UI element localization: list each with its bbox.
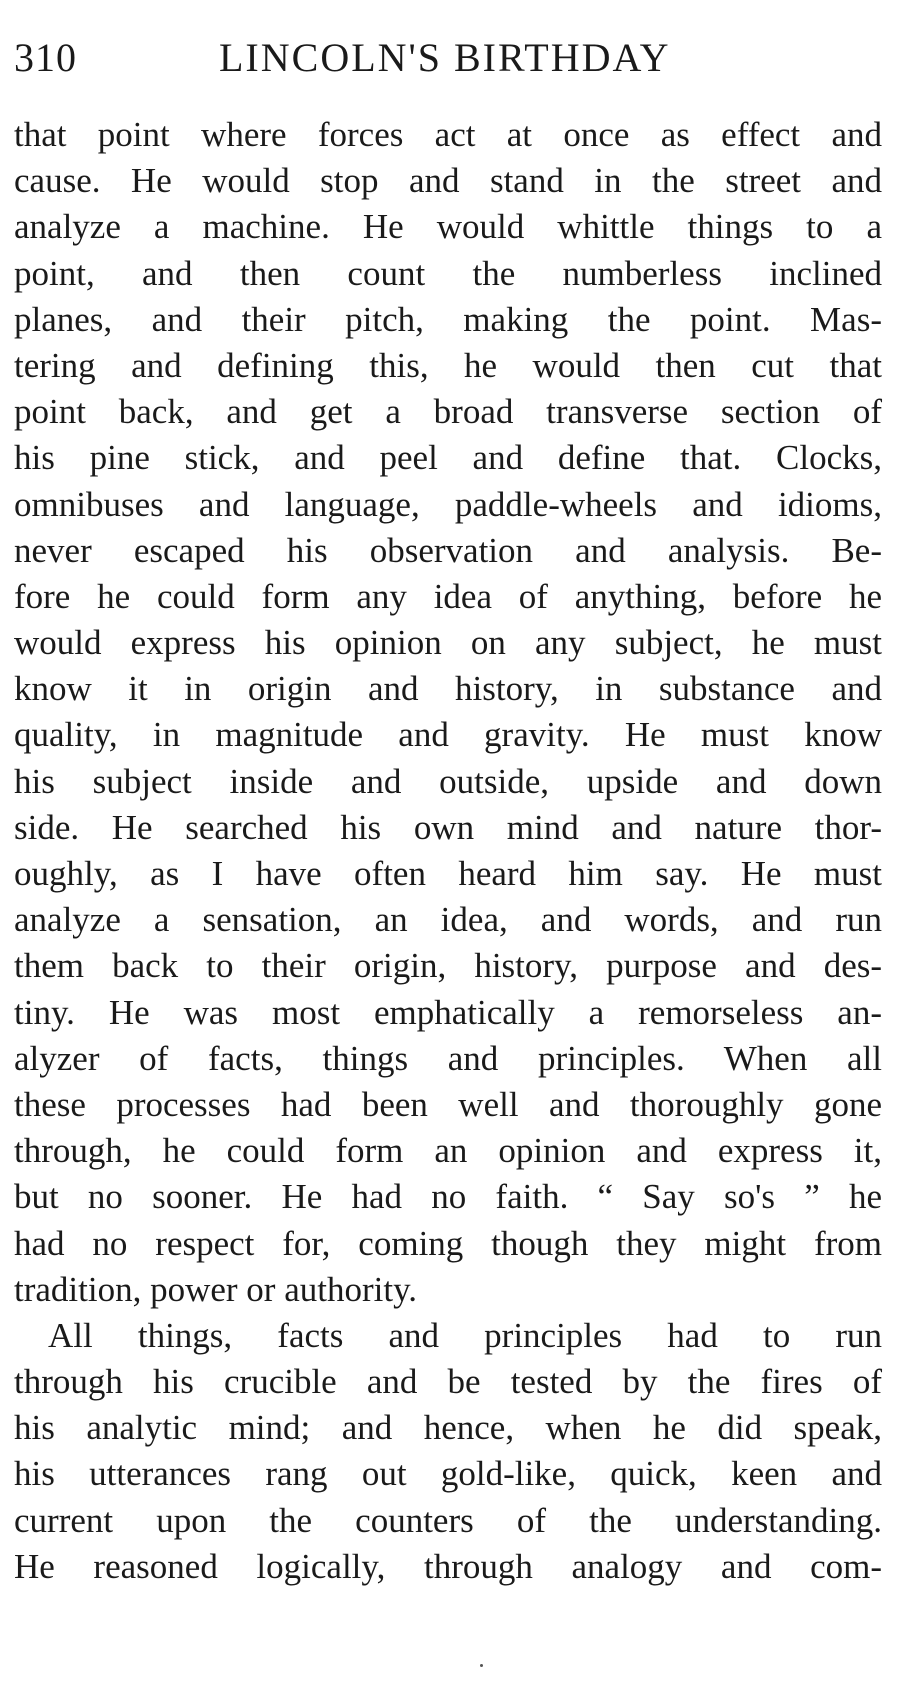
text-line: tradition, power or authority.	[14, 1269, 418, 1309]
text-line: current upon the counters of the understanding.	[14, 1500, 882, 1540]
page-number: 310	[14, 35, 77, 80]
text-line: his utterances rang out gold-like, quick, keen and	[14, 1454, 882, 1494]
text-line: never escaped his observation and analysis. Be-	[14, 530, 882, 570]
text-line: planes, and their pitch, making the point. Mas-	[14, 299, 882, 339]
text-line: know it in origin and history, in substance and	[14, 669, 882, 709]
text-line: would express his opinion on any subject, he must	[14, 623, 882, 663]
text-line: them back to their origin, history, purpose and des-	[14, 946, 882, 986]
running-title: LINCOLN'S BIRTHDAY	[219, 35, 671, 80]
text-line: his pine stick, and peel and define that. Clocks,	[14, 438, 882, 478]
text-line: that point where forces act at once as effect and	[14, 115, 882, 154]
text-line: his subject inside and outside, upside and down	[14, 761, 882, 801]
text-line: All things, facts and principles had to run	[48, 1315, 882, 1355]
text-line: fore he could form any idea of anything, before he	[14, 576, 882, 616]
text-line: alyzer of facts, things and principles. When all	[14, 1038, 882, 1078]
text-line: quality, in magnitude and gravity. He must know	[14, 715, 882, 755]
running-head	[14, 34, 694, 84]
text-line: analyze a sensation, an idea, and words, and run	[14, 900, 882, 940]
text-line: He reasoned logically, through analogy and com-	[14, 1546, 882, 1586]
body-text	[14, 112, 882, 1590]
text-line: point, and then count the numberless inclined	[14, 253, 882, 293]
text-line: had no respect for, coming though they might from	[14, 1223, 882, 1263]
text-line: cause. He would stop and stand in the street and	[14, 161, 882, 201]
text-line: through his crucible and be tested by the fires of	[14, 1362, 882, 1402]
text-line: omnibuses and language, paddle-wheels and idioms,	[14, 484, 882, 524]
text-line: tiny. He was most emphatically a remorseless an-	[14, 992, 882, 1032]
text-line: tering and defining this, he would then cut that	[14, 345, 882, 385]
text-line: but no sooner. He had no faith. “ Say so's ” he	[14, 1177, 882, 1217]
text-line: analyze a machine. He would whittle things to a	[14, 207, 882, 247]
paragraph-1	[14, 112, 882, 1313]
text-line: side. He searched his own mind and nature thor-	[14, 807, 882, 847]
text-line: point back, and get a broad transverse section of	[14, 392, 882, 432]
text-line: these processes had been well and thoroughly gone	[14, 1084, 882, 1124]
text-line: oughly, as I have often heard him say. He must	[14, 854, 882, 893]
paragraph-2	[14, 1313, 882, 1590]
text-line: through, he could form an opinion and express it,	[14, 1131, 882, 1171]
print-speck	[480, 1664, 483, 1667]
text-line: his analytic mind; and hence, when he did speak,	[14, 1408, 882, 1448]
